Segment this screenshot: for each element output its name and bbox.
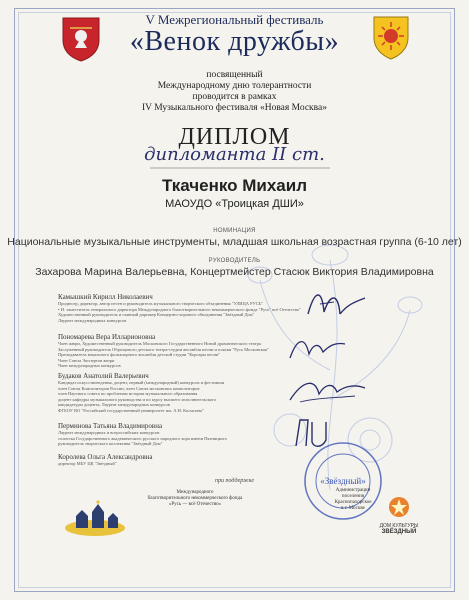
festival-title: «Венок дружбы» xyxy=(129,26,340,57)
stamp-text: «Звёздный» xyxy=(320,476,366,486)
jury-name: Будаков Анатолий Валерьевич xyxy=(58,372,149,380)
jury-member-4 xyxy=(58,422,318,447)
signature-1 xyxy=(300,284,370,324)
jury-member-1 xyxy=(58,293,318,323)
director-name: Королева Ольга Александровна xyxy=(58,453,153,461)
jury-desc-line: Продюсер, директор, автор песен и руководитель музыкального творческого объединения "УЛИЦА РУСЬ" xyxy=(58,301,264,306)
fund-logo-icon xyxy=(62,498,128,538)
jury-desc-line: Кандидат искусствоведения, доцент, первый (международный) конкурсов и фестиваля xyxy=(58,380,225,385)
support-label: при поддержке xyxy=(215,478,254,484)
director-block xyxy=(58,453,318,467)
dedication-line-4: IV Музыкального фестиваля «Новая Москва» xyxy=(141,103,328,113)
jury-name: Перминова Татьяна Владимировна xyxy=(58,422,163,430)
logo-text-line: ДОМ КУЛЬТУРЫ xyxy=(379,523,419,529)
logo-text-line: ЗВЁЗДНЫЙ xyxy=(381,529,417,535)
nomination-label: НОМИНАЦИЯ xyxy=(213,228,256,234)
jury-desc-line: Член международных конкурсов xyxy=(58,363,121,368)
jury-desc-line: Член жюри, Художественный руководитель Московского Государственного Новой драматического театра xyxy=(58,341,261,346)
culture-house-logo xyxy=(375,496,423,534)
dedication-line-2: Международному дню толерантности xyxy=(157,81,312,91)
jury-desc-line: • И. заместитель генерального директора Международного благотворительного некоммерческого фонда "Русь" всё Отечество" xyxy=(58,306,302,312)
leader-text: Захарова Марина Валерьевна, Концертмейстер Стасюк Виктория Владимировна xyxy=(35,266,434,278)
jury-desc-line: Художественный руководитель и главный дирижер Концертно-хорового объединения "Звёздный Дом" xyxy=(58,312,255,317)
jury-desc-line: Лауреат международных и всероссийских конкурсов xyxy=(58,430,160,435)
jury-desc-line: кандидатуры доцента, Лауреат международных конкурсов xyxy=(58,402,170,407)
jury-member-2 xyxy=(58,333,318,369)
jury-name: Пономарева Вера Илларионовна xyxy=(58,333,156,341)
school-name: МАОУДО «Троицкая ДШИ» xyxy=(165,198,304,210)
partner-left-line: Международного xyxy=(176,490,214,495)
jury-desc-line: доцент кафедры музыкального руководства и по курсу высшего исполнительского xyxy=(58,396,217,402)
jury-member-3 xyxy=(58,372,318,413)
jury-desc-line: Член Союза Экспертов жюри xyxy=(58,357,115,363)
dedication-line-1: посвященный xyxy=(206,70,263,80)
diploma-title: ДИПЛОМ xyxy=(178,124,291,150)
winner-name: Ткаченко Михаил xyxy=(161,176,308,195)
signature-2 xyxy=(285,328,360,368)
partner-right-line: поселения xyxy=(341,494,365,499)
jury-name: Камышкий Кирилл Николаевич xyxy=(58,293,153,301)
jury-desc-line: Лауреат международных конкурсов xyxy=(58,317,127,323)
festival-subtitle: V Межрегиональный фестиваль xyxy=(145,12,324,27)
partner-left xyxy=(125,490,265,508)
signature-3 xyxy=(285,372,370,412)
leader-label: РУКОВОДИТЕЛЬ xyxy=(208,258,261,264)
jury-desc-line: Преподаватель вокального фольклорного ансамбля детской студии "Корсары песни" xyxy=(58,352,221,357)
logo-text xyxy=(375,523,423,535)
jury-desc-line: Заслуженный руководитель Образцового детского театра-студии ансамбля песни и пляски "Русь Московская" xyxy=(58,346,269,352)
jury-desc-line: ФГБОУ ВО "Российский государственный университет им. А.Н. Косыгина" xyxy=(58,407,204,413)
star-logo-icon xyxy=(375,496,423,518)
partner-right-line: в г. Москве xyxy=(341,506,365,511)
director-title: директор МБУ ЦК "Звёздный" xyxy=(58,461,117,466)
partner-left-line: «Русь — всё Отечество» xyxy=(168,502,222,507)
jury-desc-line: руководитель творческого коллектива "Звёздный Дом" xyxy=(58,441,163,446)
dedication-line-3: проводится в рамках xyxy=(192,92,277,102)
partner-right-line: Администрации xyxy=(335,488,371,493)
jury-desc-line: солистка Государственного академического русского народного хора имени Пятницкого xyxy=(58,435,227,441)
award-underline xyxy=(150,166,330,170)
partner-right-line: Краснопахорское xyxy=(334,500,372,505)
jury-desc-line: член Научного совета по проблемам истории музыкального образования xyxy=(58,391,198,396)
award-handwritten: дипломанта II ст. xyxy=(144,144,325,165)
nomination-text: Национальные музыкальные инструменты, младшая школьная возрастная группа (6-10 лет) xyxy=(7,236,462,248)
partner-left-line: благотворительного некоммерческого фонда xyxy=(147,496,243,501)
jury-desc-line: член Союза Композиторов России, член Союза московских композиторов xyxy=(58,385,200,391)
